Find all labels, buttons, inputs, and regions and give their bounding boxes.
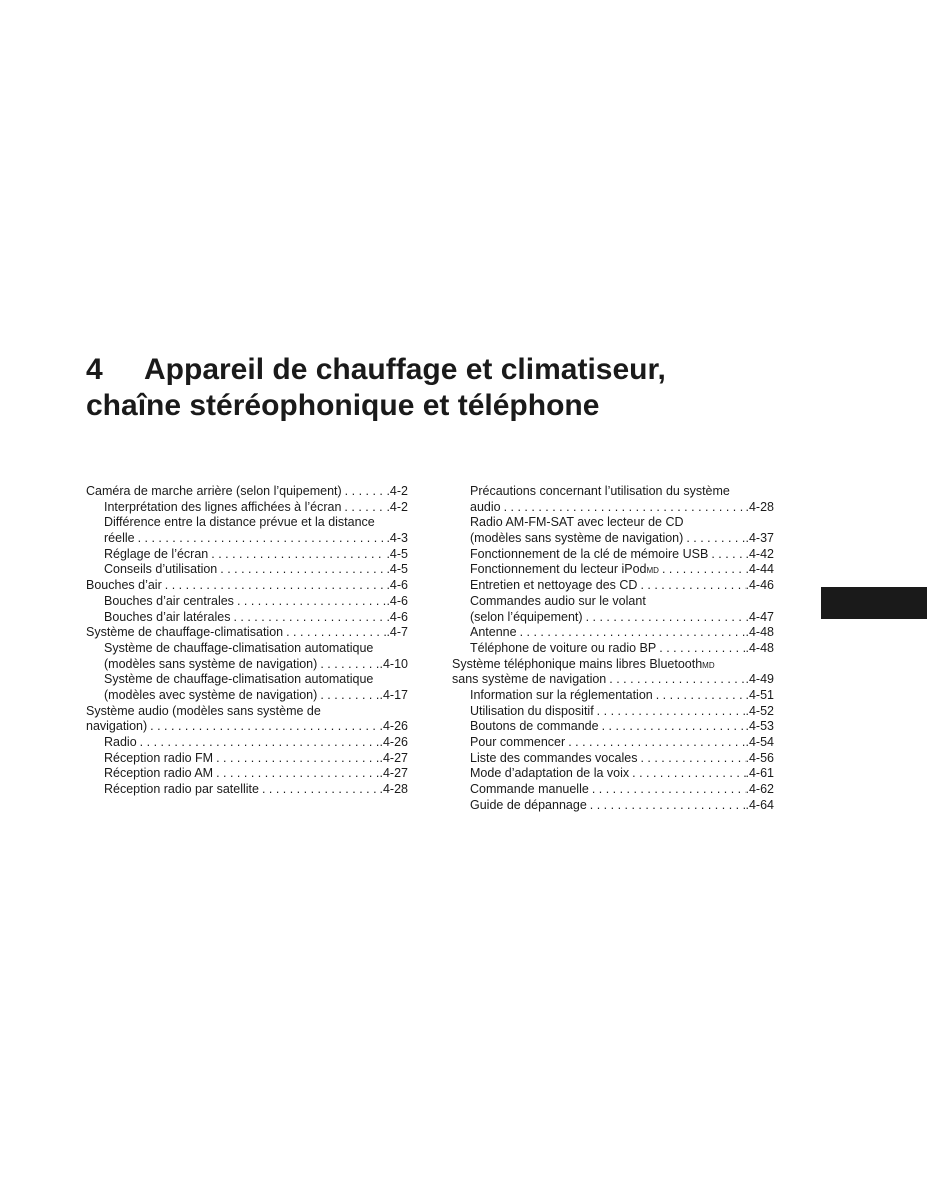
toc-entry[interactable] bbox=[452, 547, 774, 563]
toc-entry-text: Précautions concernant l’utilisation du système bbox=[470, 484, 730, 498]
toc-entry-page: .4-28 bbox=[745, 499, 774, 514]
toc-entry-page: .4-49 bbox=[745, 672, 774, 687]
toc-entry[interactable] bbox=[452, 531, 774, 547]
toc-entry-page: .4-28 bbox=[379, 782, 408, 797]
toc-entry-text: Système téléphonique mains libres Bluetooth bbox=[452, 656, 703, 671]
toc-leader-dots bbox=[637, 751, 745, 767]
toc-entry-text: Liste des commandes vocales bbox=[470, 750, 638, 765]
toc-entry-page: .4-6 bbox=[386, 593, 408, 608]
toc-entry-text: Radio bbox=[104, 735, 137, 749]
toc-entry-text: Téléphone de voiture ou radio BP bbox=[470, 640, 657, 655]
toc-leader-dots bbox=[708, 547, 745, 563]
toc-entry-text: (modèles sans système de navigation) bbox=[104, 656, 318, 671]
toc-leader-dots bbox=[208, 547, 386, 563]
toc-entry-page: .4-27 bbox=[379, 766, 408, 781]
toc-leader-dots bbox=[653, 688, 746, 704]
toc-entry[interactable] bbox=[86, 531, 408, 547]
toc-leader-dots bbox=[606, 672, 745, 688]
toc-entry-text: Réception radio par satellite bbox=[104, 782, 259, 797]
toc-entry-text: Mode d’adaptation de la voix bbox=[470, 766, 630, 781]
toc-entry-text: navigation) bbox=[86, 719, 148, 734]
toc-leader-dots bbox=[137, 735, 380, 751]
toc-entry-text: (selon l’équipement) bbox=[470, 609, 583, 624]
toc-entry-text: Différence entre la distance prévue et la distance bbox=[104, 515, 375, 530]
toc-entry-page: .4-54 bbox=[745, 735, 774, 749]
toc-entry[interactable] bbox=[86, 735, 408, 751]
toc-entry-text: Réglage de l’écran bbox=[104, 546, 209, 561]
toc-left-column bbox=[86, 484, 408, 798]
toc-entry-page: .4-56 bbox=[745, 750, 774, 765]
toc-leader-dots bbox=[317, 688, 379, 704]
toc-leader-dots bbox=[659, 562, 746, 578]
toc-entry-page: .4-48 bbox=[745, 625, 774, 640]
toc-entry-page: .4-42 bbox=[745, 546, 774, 561]
toc-entry-text: Caméra de marche arrière (selon l’quipement) bbox=[86, 484, 342, 498]
toc-leader-dots bbox=[501, 500, 746, 516]
toc-entry[interactable] bbox=[86, 766, 408, 782]
toc-entry[interactable] bbox=[452, 766, 774, 782]
toc-entry-page: .4-26 bbox=[379, 719, 408, 734]
chapter-number: 4 bbox=[86, 353, 103, 386]
toc-entry-page: .4-2 bbox=[386, 484, 408, 498]
toc-entry[interactable] bbox=[86, 484, 408, 500]
toc-entry-page: .4-48 bbox=[745, 640, 774, 655]
toc-entry[interactable] bbox=[86, 657, 408, 673]
toc-entry-page: .4-6 bbox=[386, 578, 408, 593]
toc-entry-text: Utilisation du dispositif bbox=[470, 703, 594, 718]
toc-leader-dots bbox=[217, 562, 386, 578]
toc-entry[interactable] bbox=[86, 500, 408, 516]
toc-entry[interactable] bbox=[452, 719, 774, 735]
toc-entry-text: Système audio (modèles sans système de bbox=[86, 703, 321, 718]
toc-leader-dots bbox=[135, 531, 387, 547]
toc-entry[interactable] bbox=[452, 704, 774, 720]
toc-entry-page: .4-5 bbox=[386, 546, 408, 561]
toc-leader-dots bbox=[213, 766, 379, 782]
toc-entry[interactable] bbox=[452, 625, 774, 641]
toc-entry[interactable] bbox=[452, 798, 774, 814]
toc-leader-dots bbox=[565, 735, 745, 751]
toc-entry[interactable] bbox=[86, 610, 408, 626]
toc-entry-text: Système de chauffage-climatisation automatique bbox=[104, 640, 374, 655]
toc-entry-page: .4-17 bbox=[379, 687, 408, 702]
toc-entry[interactable] bbox=[86, 782, 408, 798]
toc-entry-text: Réception radio AM bbox=[104, 766, 214, 781]
toc-entry-page: .4-26 bbox=[379, 735, 408, 749]
toc-entry-page: .4-52 bbox=[745, 703, 774, 718]
toc-leader-dots bbox=[683, 531, 745, 547]
toc-entry-text: Conseils d’utilisation bbox=[104, 562, 218, 577]
toc-entry-text: Commande manuelle bbox=[470, 782, 589, 797]
toc-entry-text: Boutons de commande bbox=[470, 719, 599, 734]
toc-entry-text: Système de chauffage-climatisation bbox=[86, 625, 284, 640]
toc-entry-text: Bouches d’air centrales bbox=[104, 593, 234, 608]
toc-entry-text: Système de chauffage-climatisation automatique bbox=[104, 672, 374, 687]
toc-entry-page: .4-10 bbox=[379, 656, 408, 671]
toc-entry-page: .4-37 bbox=[745, 531, 774, 546]
toc-entry-text: Commandes audio sur le volant bbox=[470, 593, 646, 608]
toc-leader-dots bbox=[147, 719, 379, 735]
toc-entry[interactable] bbox=[452, 641, 774, 657]
toc-leader-dots bbox=[656, 641, 745, 657]
toc-entry-page: .4-62 bbox=[745, 782, 774, 797]
chapter-title-text-1: Appareil de chauffage et climatiseur, bbox=[144, 353, 666, 386]
chapter-thumb-tab bbox=[821, 587, 927, 619]
chapter-title-line-2: chaîne stéréophonique et téléphone bbox=[86, 389, 600, 422]
toc-entry bbox=[86, 641, 408, 657]
toc-entry-page: .4-5 bbox=[386, 562, 408, 577]
toc-leader-dots bbox=[213, 751, 379, 767]
toc-entry-text: Bouches d’air latérales bbox=[104, 609, 231, 624]
toc-leader-dots bbox=[599, 719, 746, 735]
toc-entry-page: .4-6 bbox=[386, 609, 408, 624]
toc-entry-page: .4-47 bbox=[745, 609, 774, 624]
toc-entry-page: .4-2 bbox=[386, 499, 408, 514]
toc-entry bbox=[86, 704, 408, 720]
toc-entry-page: .4-44 bbox=[745, 562, 774, 577]
toc-entry-text: réelle bbox=[104, 531, 135, 546]
toc-leader-dots bbox=[637, 578, 745, 594]
toc-right-column bbox=[452, 484, 774, 813]
chapter-title bbox=[86, 352, 846, 424]
toc-entry-page: .4-27 bbox=[379, 750, 408, 765]
toc-entry bbox=[86, 515, 408, 531]
toc-entry-page: .4-3 bbox=[386, 531, 408, 546]
toc-entry-text: sans système de navigation bbox=[452, 672, 607, 687]
toc-entry-page: .4-7 bbox=[386, 625, 408, 640]
toc-entry[interactable] bbox=[86, 688, 408, 704]
toc-entry[interactable] bbox=[86, 751, 408, 767]
toc-leader-dots bbox=[629, 766, 745, 782]
toc-entry-page: .4-51 bbox=[745, 687, 774, 702]
toc-leader-dots bbox=[583, 610, 746, 626]
toc-leader-dots bbox=[283, 625, 386, 641]
toc-entry-text: audio bbox=[470, 499, 501, 514]
toc-entry-text: Pour commencer bbox=[470, 735, 566, 749]
toc-entry[interactable]: Fonctionnement du lecteur iPod MD . . . .4-44 bbox=[452, 562, 774, 578]
toc-leader-dots bbox=[342, 484, 387, 500]
toc-entry bbox=[452, 484, 774, 500]
toc-entry: Système téléphonique mains libres Bluetooth MD bbox=[452, 656, 715, 671]
toc-entry[interactable] bbox=[86, 594, 408, 610]
toc-entry-text: Fonctionnement du lecteur iPod bbox=[470, 562, 647, 577]
toc-entry-text: Bouches d’air bbox=[86, 578, 162, 593]
toc-entry-text: Information sur la réglementation bbox=[470, 687, 653, 702]
toc-leader-dots bbox=[587, 798, 746, 814]
toc-entry[interactable] bbox=[452, 782, 774, 798]
toc-leader-dots bbox=[230, 610, 386, 626]
toc-entry-text: Radio AM-FM-SAT avec lecteur de CD bbox=[470, 515, 684, 530]
toc-leader-dots bbox=[162, 578, 387, 594]
toc-leader-dots bbox=[317, 657, 379, 673]
toc-entry-text: Réception radio FM bbox=[104, 750, 214, 765]
toc-entry[interactable] bbox=[86, 625, 408, 641]
toc-leader-dots bbox=[594, 704, 746, 720]
toc-leader-dots bbox=[234, 594, 387, 610]
toc-entry-text: Fonctionnement de la clé de mémoire USB bbox=[470, 546, 709, 561]
toc-entry[interactable] bbox=[86, 547, 408, 563]
toc-entry[interactable] bbox=[452, 751, 774, 767]
toc-entry-text: Antenne bbox=[470, 625, 517, 640]
toc-leader-dots bbox=[259, 782, 380, 798]
toc-entry bbox=[452, 594, 774, 610]
toc-entry bbox=[86, 672, 408, 688]
toc-entry[interactable] bbox=[86, 562, 408, 578]
toc-entry-text: Entretien et nettoyage des CD bbox=[470, 578, 638, 593]
toc-entry-text: Interprétation des lignes affichées à l’écran bbox=[104, 499, 342, 514]
toc-entry[interactable] bbox=[86, 719, 408, 735]
toc-leader-dots bbox=[341, 500, 386, 516]
chapter-title-line-1 bbox=[86, 352, 846, 388]
toc-entry[interactable] bbox=[452, 610, 774, 626]
toc-entry[interactable] bbox=[86, 578, 408, 594]
toc-entry-text: (modèles sans système de navigation) bbox=[470, 531, 684, 546]
toc-entry-page: .4-61 bbox=[745, 766, 774, 781]
toc-entry[interactable] bbox=[452, 672, 774, 688]
toc-entry-page: .4-46 bbox=[745, 578, 774, 593]
toc-leader-dots bbox=[589, 782, 746, 798]
toc-entry[interactable] bbox=[452, 735, 774, 751]
toc-entry[interactable] bbox=[452, 500, 774, 516]
toc-entry-page: .4-53 bbox=[745, 719, 774, 734]
toc-entry-text: (modèles avec système de navigation) bbox=[104, 687, 318, 702]
toc-leader-dots bbox=[517, 625, 746, 641]
toc-entry-text: Guide de dépannage bbox=[470, 797, 587, 812]
toc-entry-page: .4-64 bbox=[745, 797, 774, 812]
toc-entry bbox=[452, 515, 774, 531]
toc-entry[interactable] bbox=[452, 688, 774, 704]
toc-entry[interactable] bbox=[452, 578, 774, 594]
